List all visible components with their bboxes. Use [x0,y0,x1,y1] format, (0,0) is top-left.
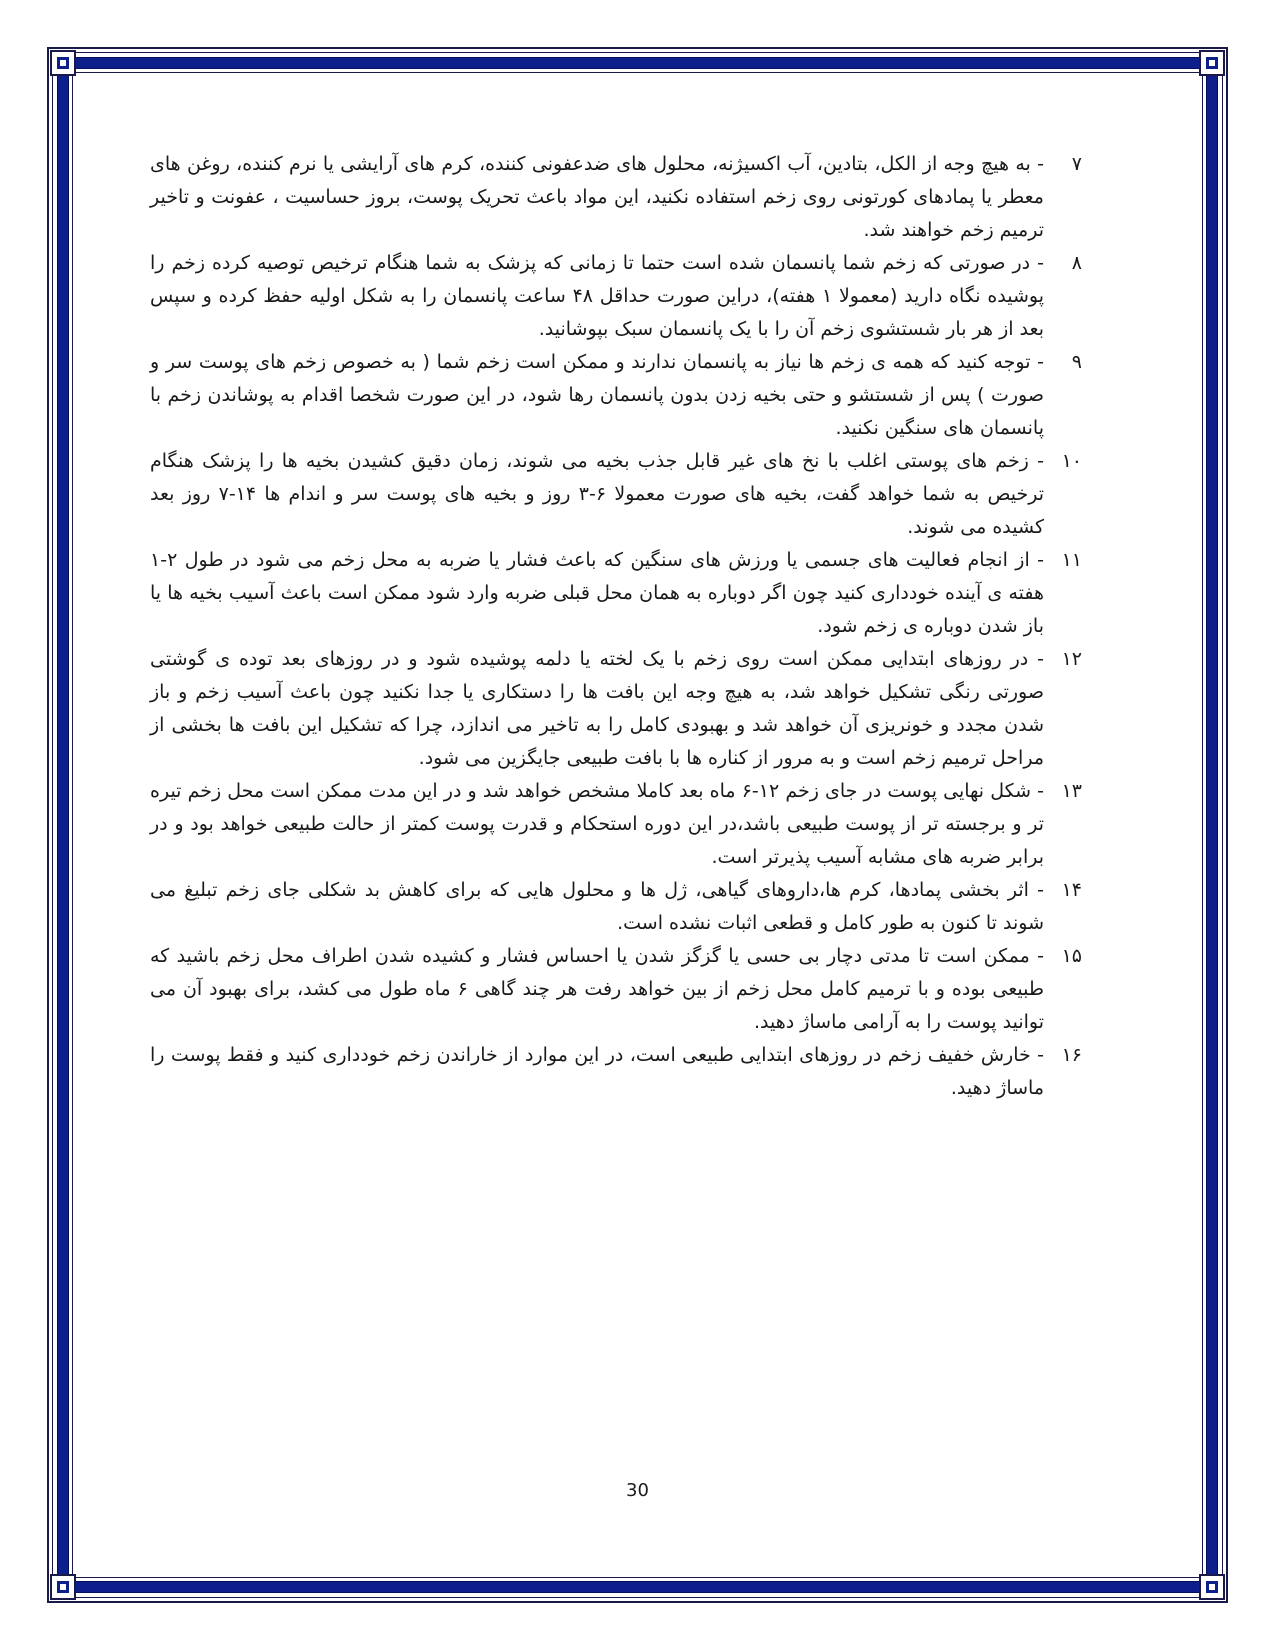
item-text: - از انجام فعالیت های جسمی یا ورزش های سنگین که باعث فشار یا ضربه به محل زخم می شود در طول ۲-۱ هفته ی آینده خودداری کنید چون اگر دوباره به همان محل قبلی ضربه وارد شود ممکن است باعث آسیب بخیه ها یا باز شدن دوباره ی زخم شود. [150,549,1044,637]
list-item-16 [150,1039,1082,1105]
list-item-8 [150,247,1082,346]
list-item-12 [150,643,1082,775]
item-text: - اثر بخشی پمادها، کرم ها،داروهای گیاهی، ژل ها و محلول هایی که برای کاهش بد شکلی جای زخم تبلیغ می شوند تا کنون به طور کامل و قطعی اثبات نشده است. [150,879,1044,934]
list-item-15 [150,940,1082,1039]
item-text: - شکل نهایی پوست در جای زخم ۱۲-۶ ماه بعد کاملا مشخص خواهد شد و در این مدت ممکن است محل زخم تیره تر و برجسته تر از پوست طبیعی باشد،در این دوره استحکام و قدرت پوست کمتر از حالت طبیعی خواهد بود و در برابر ضربه های مشابه آسیب پذیرتر است. [150,780,1044,868]
list-item-9 [150,346,1082,445]
page-number: 30 [626,1480,649,1501]
item-number: ۱۳ [1061,780,1082,802]
item-text: - در روزهای ابتدایی ممکن است روی زخم با یک لخته یا دلمه پوشیده شود و در روزهای بعد توده ی گوشتی صورتی رنگی تشکیل خواهد شد، به هیچ وجه این بافت ها را دستکاری یا جدا نکنید چون باعث آسیب زخم و باز شدن مجدد و خونریزی آن خواهد شد و بهبودی کامل را به تاخیر می اندازد، چرا که تشکیل این بافت ها بخشی از مراحل ترمیم زخم است و به مرور از کناره ها با بافت طبیعی جایگزین می شود. [150,648,1044,769]
list-item-7 [150,148,1082,247]
border-corner-bottom-right [1199,1574,1225,1600]
list-item-14 [150,874,1082,940]
item-number: ۷ [1071,153,1082,175]
item-number: ۱۴ [1061,879,1082,901]
list-item-13 [150,775,1082,874]
item-number: ۱۲ [1061,648,1082,670]
document-body [150,148,1082,1105]
border-corner-top-right [1199,50,1225,76]
item-number: ۱۱ [1061,549,1082,571]
item-number: ۱۵ [1061,945,1082,967]
item-text: - به هیچ وجه از الکل، بتادین، آب اکسیژنه، محلول های ضدعفونی کننده، کرم های آرایشی یا نرم کننده، روغن های معطر یا پمادهای کورتونی روی زخم استفاده نکنید، این مواد باعث تحریک پوست، بروز حساسیت ، عفونت و تاخیر ترمیم زخم خواهند شد. [150,153,1044,241]
list-item-11 [150,544,1082,643]
item-text: - توجه کنید که همه ی زخم ها نیاز به پانسمان ندارند و ممکن است زخم شما ( به خصوص زخم های پوست سر و صورت ) پس از شستشو و حتی بخیه زدن بدون پانسمان رها شود، در این صورت شخصا اقدام به پوشاندن زخم با پانسمان های سنگین نکنید. [150,351,1044,439]
item-number: ۱۰ [1061,450,1082,472]
list-item-10 [150,445,1082,544]
item-text: - خارش خفیف زخم در روزهای ابتدایی طبیعی است، در این موارد از خاراندن زخم خودداری کنید و فقط پوست را ماساژ دهید. [150,1044,1044,1099]
item-text: - ممکن است تا مدتی دچار بی حسی یا گزگز شدن یا احساس فشار و کشیده شدن اطراف محل زخم باشید که طبیعی بوده و با ترمیم کامل محل زخم از بین خواهد رفت هر چند گاهی ۶ ماه طول می کشد، برای بهبود آن می توانید پوست را به آرامی ماساژ دهید. [150,945,1044,1033]
item-text: - زخم های پوستی اغلب با نخ های غیر قابل جذب بخیه می شوند، زمان دقیق کشیدن بخیه ها را پزشک هنگام ترخیص به شما خواهد گفت، بخیه های صورت معمولا ۶-۳ روز و بخیه های پوست سر و اندام ها ۱۴-۷ روز بعد کشیده می شوند. [150,450,1044,538]
border-corner-top-left [50,50,76,76]
item-number: ۹ [1071,351,1082,373]
item-number: ۸ [1071,252,1082,274]
item-text: - در صورتی که زخم شما پانسمان شده است حتما تا زمانی که پزشک به شما هنگام ترخیص توصیه کرده زخم را پوشیده نگاه دارید (معمولا ۱ هفته)، دراین صورت حداقل ۴۸ ساعت پانسمان را به شکل اولیه حفظ کرده و سپس بعد از هر بار شستشوی زخم آن را با یک پانسمان سبک بپوشانید. [150,252,1045,340]
border-corner-bottom-left [50,1574,76,1600]
item-number: ۱۶ [1061,1044,1082,1066]
